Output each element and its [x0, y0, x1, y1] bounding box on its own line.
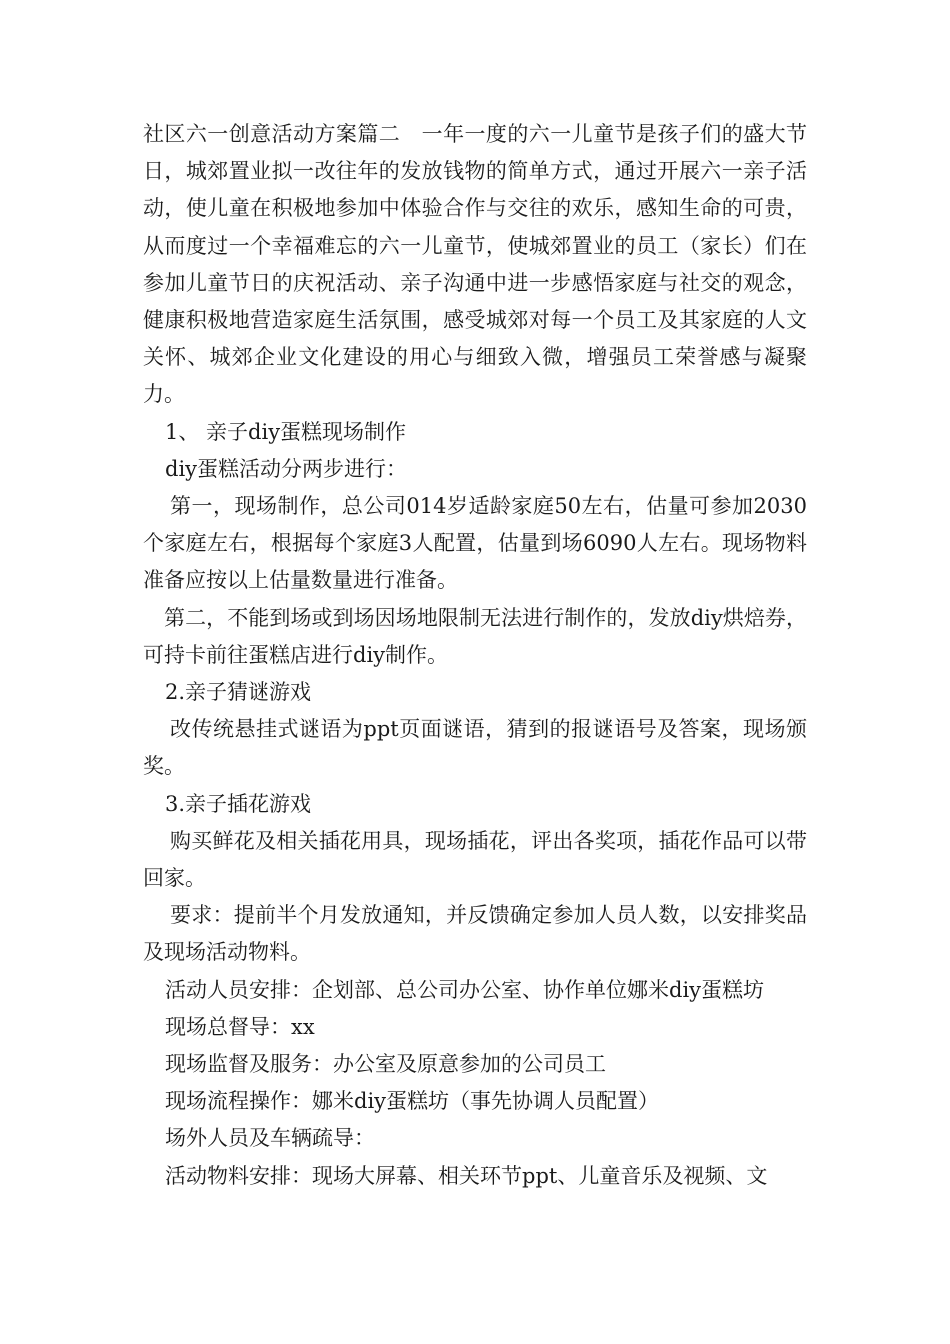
diy-cake-steps-intro: diy蛋糕活动分两步进行： [165, 456, 408, 481]
diy-cake-step-two: 第二，不能到场或到场因场地限制无法进行制作的，发放diy烘焙券，可持卡前往蛋糕店进行diy制作。 [143, 605, 807, 667]
onsite-supervisor: 现场总督导：xx [165, 1014, 315, 1039]
flower-game-description: 购买鲜花及相关插花用具，现场插花，评出各奖项，插花作品可以带回家。 [143, 828, 807, 891]
section-heading-flower-game: 3.亲子插花游戏 [165, 791, 312, 816]
onsite-service: 现场监督及服务：办公室及原意参加的公司员工 [165, 1052, 606, 1077]
riddle-game-description: 改传统悬挂式谜语为ppt页面谜语，猜到的报谜语号及答案，现场颁奖。 [143, 717, 807, 779]
staff-arrangement: 活动人员安排：企划部、总公司办公室、协作单位娜米diy蛋糕坊 [165, 977, 765, 1002]
onsite-process: 现场流程操作：娜米diy蛋糕坊（事先协调人员配置） [165, 1089, 660, 1114]
document-body [143, 116, 807, 1195]
section-heading-diy-cake: 1、 亲子diy蛋糕现场制作 [165, 419, 407, 444]
materials-arrangement: 活动物料安排：现场大屏幕、相关环节ppt、儿童音乐及视频、文 [165, 1163, 768, 1188]
offsite-guidance: 场外人员及车辆疏导： [165, 1126, 375, 1151]
intro-paragraph: 社区六一创意活动方案篇二 一年一度的六一儿童节是孩子们的盛大节日，城郊置业拟一改往年的发放钱物的简单方式，通过开展六一亲子活动，使儿童在积极地参加中体验合作与交往的欢乐，感知生命的可贵，从而度过一个幸福难忘的六一儿童节，使城郊置业的员工（家长）们在参加儿童节日的庆祝活动、亲子沟通中进一步感悟家庭与社交的观念，健康积极地营造家庭生活氛围，感受城郊对每一个员工及其家庭的人文关怀、城郊企业文化建设的用心与细致入微，增强员工荣誉感与凝聚力。 [143, 122, 807, 407]
section-heading-riddle-game: 2.亲子猜谜游戏 [165, 680, 312, 705]
requirements-paragraph: 要求：提前半个月发放通知，并反馈确定参加人员人数，以安排奖品及现场活动物料。 [143, 903, 807, 965]
diy-cake-step-one: 第一，现场制作，总公司014岁适龄家庭50左右，估量可参加2030个家庭左右，根据每个家庭3人配置，估量到场6090人左右。现场物料准备应按以上估量数量进行准备。 [143, 494, 807, 593]
